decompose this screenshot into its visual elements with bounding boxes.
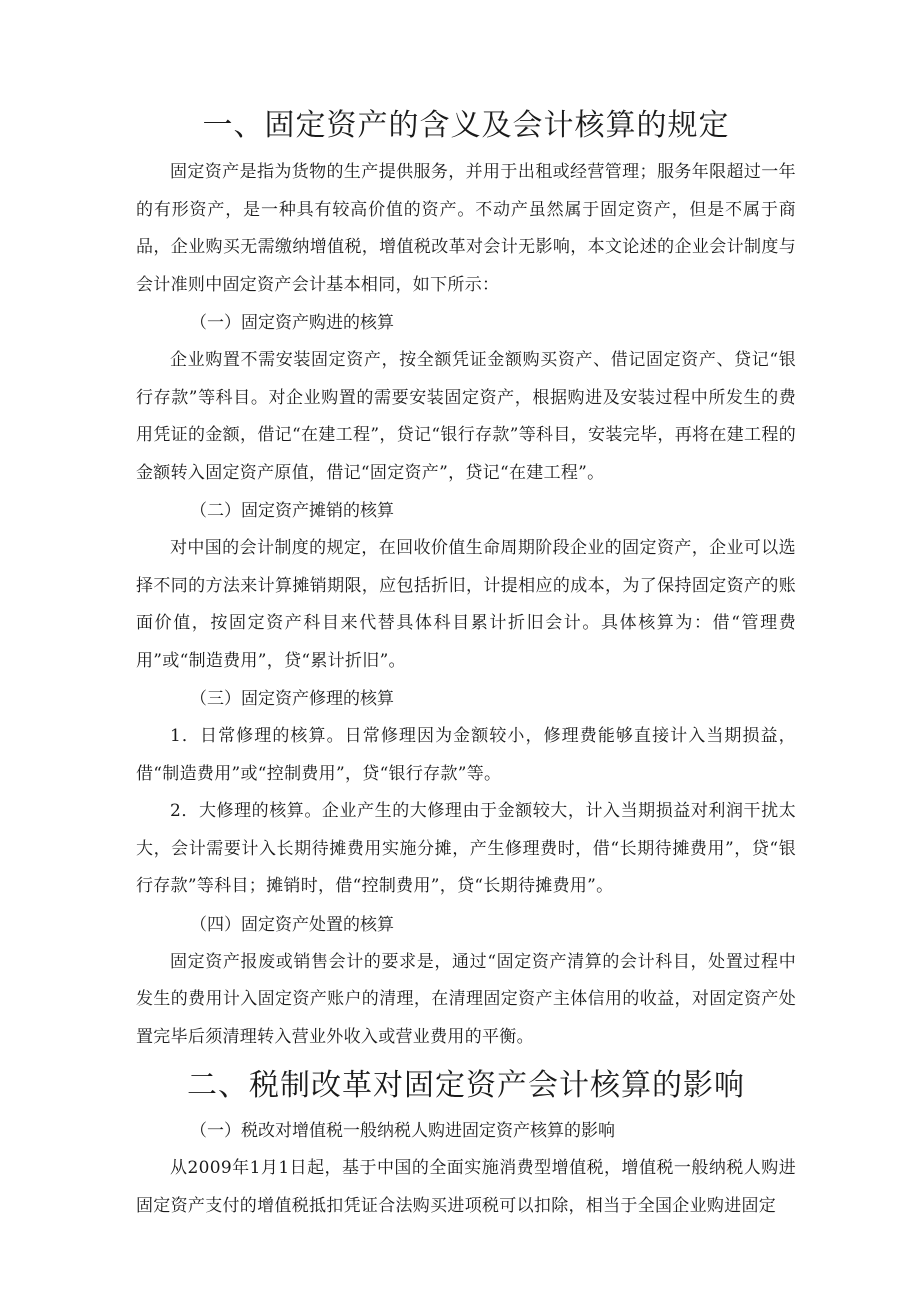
subsection-1-2-heading: （二）固定资产摊销的核算 — [190, 501, 394, 521]
subsection-1-3-item-2: 2．大修理的核算。企业产生的大修理由于金额较大，计入当期损益对利润干扰太大，会计需要计入长期待摊费用实施分摊，产生修理费时，借“长期待摊费用”，贷“银行存款”等科目；摊销时，借“控制费用”，贷“长期待摊费用”。 — [136, 801, 796, 896]
subsection-2-1-paragraph: 从2009年1月1日起，基于中国的全面实施消费型增值税，增值税一般纳税人购进固定资产支付的增值税抵扣凭证合法购买进项税可以扣除，相当于全国企业购进固定 — [136, 1158, 796, 1216]
section-1-title: 一、固定资产的含义及会计核算的规定 — [202, 108, 730, 143]
subsection-1-2-paragraph: 对中国的会计制度的规定，在回收价值生命周期阶段企业的固定资产，企业可以选择不同的方法来计算摊销期限，应包括折旧，计提相应的成本，为了保持固定资产的账面价值，按固定资产科目来代替具体科目累计折旧会计。具体核算为：借“管理费用”或“制造费用”，贷“累计折旧”。 — [136, 538, 796, 671]
subsection-1-1-paragraph: 企业购置不需安装固定资产，按全额凭证金额购买资产、借记固定资产、贷记“银行存款”等科目。对企业购置的需要安装固定资产，根据购进及安装过程中所发生的费用凭证的金额，借记“在建工程”，贷记“银行存款”等科目，安装完毕，再将在建工程的金额转入固定资产原值，借记“固定资产”，贷记“在建工程”。 — [136, 350, 796, 483]
subsection-2-1-heading: （一）税改对增值税一般纳税人购进固定资产核算的影响 — [190, 1121, 615, 1141]
section-2-title: 二、税制改革对固定资产会计核算的影响 — [187, 1068, 745, 1103]
document-body — [136, 104, 796, 1225]
subsection-1-1-heading: （一）固定资产购进的核算 — [190, 313, 394, 333]
subsection-1-4-heading: （四）固定资产处置的核算 — [190, 914, 394, 935]
subsection-1-4-paragraph: 固定资产报废或销售会计的要求是，通过“固定资产清算的会计科目，处置过程中发生的费用计入固定资产账户的清理，在清理固定资产主体信用的收益，对固定资产处置完毕后须清理转入营业外收入或营业费用的平衡。 — [136, 951, 796, 1047]
subsection-1-3-item-1: 1．日常修理的核算。日常修理因为金额较小，修理费能够直接计入当期损益，借“制造费用”或“控制费用”，贷“银行存款”等。 — [136, 726, 796, 784]
subsection-1-3-heading: （三）固定资产修理的核算 — [190, 689, 394, 709]
section-1-intro: 固定资产是指为货物的生产提供服务，并用于出租或经营管理；服务年限超过一年的有形资产，是一种具有较高价值的资产。不动产虽然属于固定资产，但是不属于商品，企业购买无需缴纳增值税，增值税改革对会计无影响，本文论述的企业会计制度与会计准则中固定资产会计基本相同，如下所示： — [136, 162, 796, 295]
